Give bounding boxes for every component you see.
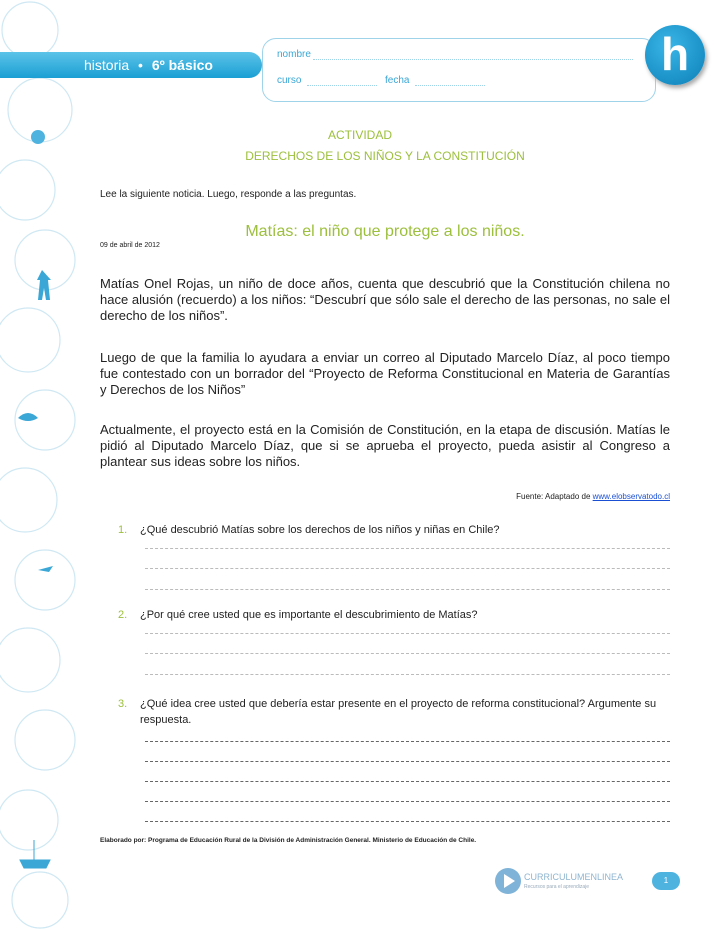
name-field[interactable] xyxy=(313,59,633,60)
article-paragraph: Actualmente, el proyecto está en la Comisión de Constitución, en la etapa de discusión. Matías le pidió al Diputado Marcelo Díaz, que si se aprueba el proyecto, pueda asistir al Congreso a plantear sus ideas sobre los niños. xyxy=(100,422,670,469)
activity-kicker: ACTIVIDAD xyxy=(327,128,392,142)
course-field[interactable] xyxy=(307,85,377,86)
name-label: nombre xyxy=(277,49,311,60)
credit-line: Elaborado por: Programa de Educación Rural de la División de Administración General. Ministerio de Educación de Chile. xyxy=(100,837,477,844)
page-number: 1 xyxy=(652,872,680,890)
answer-line[interactable] xyxy=(145,633,670,634)
article-paragraph: Luego de que la familia lo ayudara a enviar un correo al Diputado Marcelo Díaz, al poco tiempo fue contestado con un borrador del “Proyecto de Reforma Constitucional en Materia de Garantías y Derechos de los Niños” xyxy=(100,350,670,397)
source-link[interactable]: www.elobservatodo.cl xyxy=(592,492,670,501)
grade-label: 6º básico xyxy=(151,57,213,73)
date-label: fecha xyxy=(385,75,410,86)
subject-label: historia xyxy=(84,57,130,73)
answer-line[interactable] xyxy=(145,589,670,590)
brand-name: CURRICULUMENLINEA xyxy=(524,872,624,882)
student-info-box xyxy=(262,38,656,102)
separator-bullet: • xyxy=(138,57,143,73)
history-logo: h xyxy=(645,25,705,85)
article-headline: Matías: el niño que protege a los niños. xyxy=(245,223,525,240)
question-text: ¿Qué idea cree usted que debería estar presente en el proyecto de reforma constitucional? Argumente su respuesta. xyxy=(140,698,657,726)
course-label: curso xyxy=(277,75,302,86)
activity-title: DERECHOS DE LOS NIÑOS Y LA CONSTITUCIÓN xyxy=(245,149,525,163)
instruction: Lee la siguiente noticia. Luego, responde a las preguntas. xyxy=(100,189,357,200)
answer-line[interactable] xyxy=(145,653,670,654)
date-field[interactable] xyxy=(415,85,485,86)
source-label: Fuente: Adaptado de xyxy=(516,492,593,501)
play-logo-icon xyxy=(495,868,521,894)
question-text: ¿Qué descubrió Matías sobre los derechos de los niños y niñas en Chile? xyxy=(140,524,500,536)
subject-banner xyxy=(0,52,262,78)
answer-line[interactable] xyxy=(145,548,670,549)
question-1 xyxy=(118,524,673,536)
answer-line[interactable] xyxy=(145,781,670,782)
article-paragraph: Matías Onel Rojas, un niño de doce años, cuenta que descubrió que la Constitución chilena no hace alusión (recuerdo) a los niños: “Descubrí que sólo sale el derecho de las personas, no sale el derecho de los niños”. xyxy=(100,276,670,323)
answer-line[interactable] xyxy=(145,568,670,569)
question-text: ¿Por qué cree usted que es importante el descubrimiento de Matías? xyxy=(140,609,478,621)
source-line xyxy=(516,492,670,501)
question-number: 2. xyxy=(118,609,128,621)
answer-line[interactable] xyxy=(145,674,670,675)
question-2 xyxy=(118,609,673,621)
answer-line[interactable] xyxy=(145,821,670,822)
question-number: 1. xyxy=(118,524,128,536)
answer-line[interactable] xyxy=(145,741,670,742)
article-date: 09 de abril de 2012 xyxy=(100,242,160,249)
brand-subtitle: Recursos para el aprendizaje xyxy=(524,884,590,890)
answer-line[interactable] xyxy=(145,761,670,762)
question-3 xyxy=(118,696,673,728)
answer-line[interactable] xyxy=(145,801,670,802)
question-number: 3. xyxy=(118,698,128,710)
